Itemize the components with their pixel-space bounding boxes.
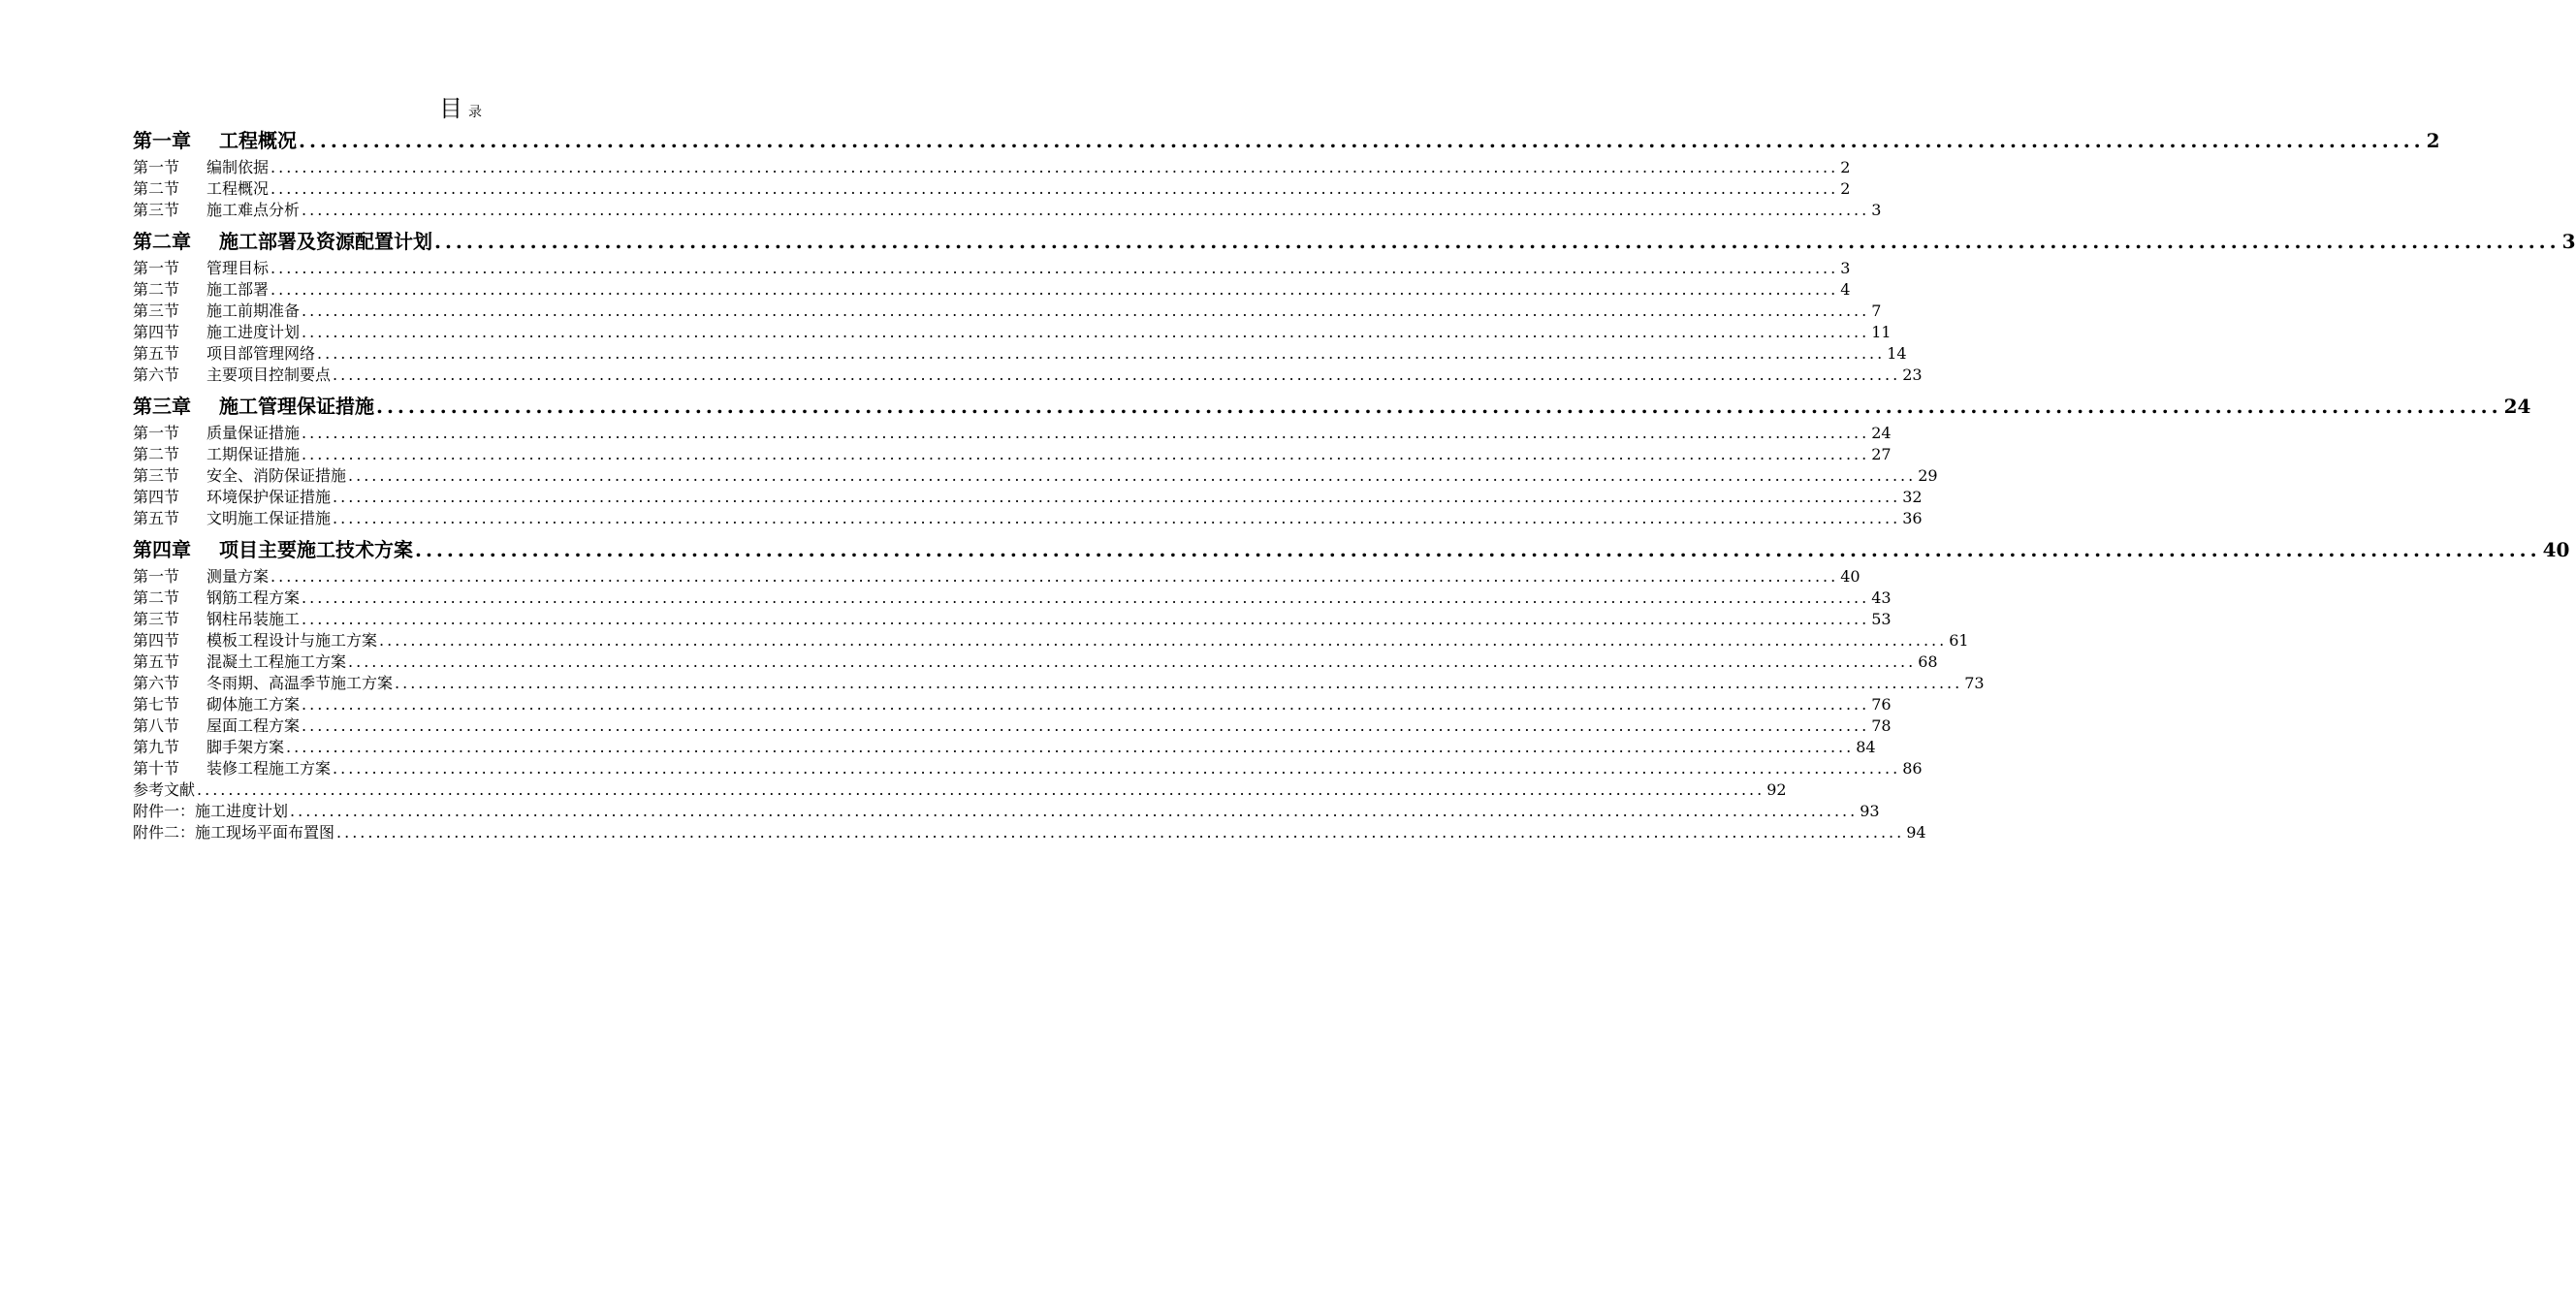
toc-section-row[interactable]	[133, 279, 1851, 301]
toc-entry-number: 第四章	[133, 538, 191, 561]
toc-dot-leader: ........................................................................................................................................................................................................	[302, 302, 1870, 320]
toc-entry-number: 第二节	[133, 588, 180, 607]
toc-section-row[interactable]	[133, 715, 1892, 737]
toc-entry-number: 第十节	[133, 759, 180, 778]
toc-page-number: 2	[2426, 129, 2440, 152]
toc-entry-title: 施工部署及资源配置计划	[219, 230, 432, 253]
toc-entry-number: 第五节	[133, 509, 180, 527]
toc-section-row[interactable]	[133, 588, 1892, 609]
toc-page-number: 73	[1964, 674, 1985, 692]
toc-entry-number: 第一节	[133, 567, 180, 586]
toc-entry-title: 施工部署	[207, 280, 270, 299]
toc-dot-leader: ........................................................................................................................................................................................................	[379, 631, 1948, 650]
toc-section-row[interactable]	[133, 508, 1923, 529]
toc-section-row[interactable]	[133, 566, 1860, 588]
toc-chapter-row[interactable]	[133, 124, 2440, 157]
toc-entry-number: 第一节	[133, 158, 180, 176]
toc-page-number: 78	[1871, 716, 1892, 735]
toc-page-number: 7	[1871, 302, 1882, 320]
table-of-contents	[133, 124, 2576, 843]
toc-entry-title: 施工进度计划	[207, 323, 301, 341]
toc-entry-title: 参考文献	[133, 780, 196, 799]
toc-section-row[interactable]	[133, 423, 1892, 444]
toc-entry-number: 第七节	[133, 695, 180, 714]
toc-dot-leader: ........................................................................................................................................................................................................	[302, 695, 1870, 714]
toc-entry-title: 项目主要施工技术方案	[219, 538, 413, 561]
toc-dot-leader: ........................................................................................................................................................................................................	[197, 780, 1765, 799]
toc-entry-number: 第二节	[133, 445, 180, 463]
toc-chapter-row[interactable]	[133, 533, 2570, 566]
toc-section-row[interactable]	[133, 365, 1923, 386]
toc-entry-number: 第一节	[133, 424, 180, 442]
toc-page-number: 24	[2503, 395, 2531, 418]
toc-section-row[interactable]	[133, 694, 1892, 715]
toc-page-number: 40	[1840, 567, 1860, 586]
toc-page-number: 92	[1766, 780, 1787, 799]
toc-page-number: 3	[1871, 201, 1882, 219]
toc-dot-leader: ........................................................................................................................................................................................................	[376, 395, 2502, 418]
toc-section-row[interactable]	[133, 258, 1851, 279]
toc-page-number: 14	[1887, 344, 1907, 363]
toc-section-row[interactable]	[133, 200, 1882, 221]
toc-section-row[interactable]	[133, 801, 1880, 822]
toc-page-number: 53	[1871, 610, 1892, 628]
toc-section-row[interactable]	[133, 758, 1923, 779]
toc-heading	[0, 89, 921, 123]
toc-page-number: 3	[2561, 230, 2576, 253]
toc-entry-title: 工程概况	[219, 129, 297, 152]
toc-heading-sub: 录	[468, 105, 482, 120]
toc-section-row[interactable]	[133, 465, 1938, 487]
toc-dot-leader: ........................................................................................................................................................................................................	[333, 365, 1901, 384]
toc-page-number: 94	[1906, 823, 1926, 842]
toc-entry-number: 第六节	[133, 365, 180, 384]
toc-entry-number: 第四节	[133, 488, 180, 506]
toc-entry-title: 测量方案	[207, 567, 270, 586]
toc-section-row[interactable]	[133, 822, 1926, 843]
toc-section-row[interactable]	[133, 322, 1892, 343]
toc-entry-title: 施工难点分析	[207, 201, 301, 219]
toc-dot-leader: ........................................................................................................................................................................................................	[302, 323, 1870, 341]
toc-entry-number: 第九节	[133, 738, 180, 756]
toc-entry-number: 第五节	[133, 652, 180, 671]
toc-entry-title: 环境保护保证措施	[207, 488, 332, 506]
toc-dot-leader: ........................................................................................................................................................................................................	[333, 509, 1901, 527]
toc-dot-leader: ........................................................................................................................................................................................................	[333, 488, 1901, 506]
toc-entry-number: 第三章	[133, 395, 191, 418]
toc-entry-title: 施工前期准备	[207, 302, 301, 320]
toc-page-number: 32	[1902, 488, 1923, 506]
toc-dot-leader: ........................................................................................................................................................................................................	[333, 759, 1901, 778]
toc-dot-leader: ........................................................................................................................................................................................................	[270, 567, 1839, 586]
toc-page-number: 61	[1949, 631, 1969, 650]
toc-section-row[interactable]	[133, 444, 1892, 465]
toc-page-number: 43	[1871, 588, 1892, 607]
toc-dot-leader: ........................................................................................................................................................................................................	[317, 344, 1886, 363]
toc-entry-number: 第二节	[133, 280, 180, 299]
toc-entry-number: 第三节	[133, 201, 180, 219]
toc-entry-title: 编制依据	[207, 158, 270, 176]
toc-entry-title: 附件一：施工进度计划	[133, 802, 289, 820]
toc-entry-title: 脚手架方案	[207, 738, 285, 756]
toc-entry-number: 第四节	[133, 323, 180, 341]
toc-dot-leader: ........................................................................................................................................................................................................	[270, 158, 1839, 176]
toc-page-number: 23	[1902, 365, 1923, 384]
toc-page-number: 68	[1918, 652, 1938, 671]
toc-section-row[interactable]	[133, 487, 1923, 508]
toc-dot-leader: ........................................................................................................................................................................................................	[302, 588, 1870, 607]
toc-section-row[interactable]	[133, 343, 1907, 365]
toc-entry-title: 装修工程施工方案	[207, 759, 332, 778]
toc-dot-leader: ........................................................................................................................................................................................................	[434, 230, 2560, 253]
toc-entry-number: 第三节	[133, 466, 180, 485]
toc-entry-title: 质量保证措施	[207, 424, 301, 442]
toc-dot-leader: ........................................................................................................................................................................................................	[302, 424, 1870, 442]
toc-entry-title: 钢筋工程方案	[207, 588, 301, 607]
toc-entry-number: 第二节	[133, 179, 180, 198]
toc-page-number: 3	[1840, 259, 1851, 277]
toc-dot-leader: ........................................................................................................................................................................................................	[286, 738, 1855, 756]
toc-dot-leader: ........................................................................................................................................................................................................	[395, 674, 1963, 692]
toc-entry-title: 文明施工保证措施	[207, 509, 332, 527]
toc-chapter-row[interactable]	[133, 225, 2576, 258]
toc-dot-leader: ........................................................................................................................................................................................................	[348, 466, 1917, 485]
toc-dot-leader: ........................................................................................................................................................................................................	[302, 610, 1870, 628]
toc-page-number: 27	[1871, 445, 1892, 463]
toc-section-row[interactable]	[133, 157, 1851, 178]
toc-dot-leader: ........................................................................................................................................................................................................	[270, 280, 1839, 299]
toc-dot-leader: ........................................................................................................................................................................................................	[302, 445, 1870, 463]
toc-dot-leader: ........................................................................................................................................................................................................	[290, 802, 1859, 820]
toc-page-number: 84	[1856, 738, 1876, 756]
toc-dot-leader: ........................................................................................................................................................................................................	[336, 823, 1905, 842]
toc-entry-number: 第四节	[133, 631, 180, 650]
toc-dot-leader: ........................................................................................................................................................................................................	[302, 716, 1870, 735]
toc-dot-leader: ........................................................................................................................................................................................................	[270, 179, 1839, 198]
toc-page-number: 76	[1871, 695, 1892, 714]
toc-entry-title: 安全、消防保证措施	[207, 466, 347, 485]
toc-entry-number: 第八节	[133, 716, 180, 735]
toc-section-row[interactable]	[133, 630, 1969, 652]
toc-chapter-row[interactable]	[133, 390, 2531, 423]
toc-entry-title: 主要项目控制要点	[207, 365, 332, 384]
toc-page-number: 2	[1840, 179, 1851, 198]
toc-section-row[interactable]	[133, 779, 1787, 801]
toc-entry-number: 第五节	[133, 344, 180, 363]
toc-entry-number: 第二章	[133, 230, 191, 253]
toc-entry-number: 第一节	[133, 259, 180, 277]
toc-entry-title: 附件二：施工现场平面布置图	[133, 823, 335, 842]
toc-entry-number: 第三节	[133, 610, 180, 628]
toc-entry-title: 钢柱吊装施工	[207, 610, 301, 628]
toc-page-number: 11	[1871, 323, 1892, 341]
toc-heading-main: 目	[439, 95, 462, 122]
toc-entry-title: 工程概况	[207, 179, 270, 198]
toc-entry-number: 第六节	[133, 674, 180, 692]
toc-section-row[interactable]	[133, 609, 1892, 630]
toc-dot-leader: ........................................................................................................................................................................................................	[348, 652, 1917, 671]
toc-entry-title: 混凝土工程施工方案	[207, 652, 347, 671]
toc-dot-leader: ........................................................................................................................................................................................................	[415, 538, 2541, 561]
toc-entry-title: 项目部管理网络	[207, 344, 316, 363]
toc-page-number: 36	[1902, 509, 1923, 527]
toc-dot-leader: ........................................................................................................................................................................................................	[299, 129, 2425, 152]
toc-entry-number: 第三节	[133, 302, 180, 320]
toc-dot-leader: ........................................................................................................................................................................................................	[270, 259, 1839, 277]
toc-section-row[interactable]	[133, 301, 1882, 322]
toc-section-row[interactable]	[133, 673, 1985, 694]
toc-page-number: 24	[1871, 424, 1892, 442]
toc-section-row[interactable]	[133, 652, 1938, 673]
toc-section-row[interactable]	[133, 178, 1851, 200]
toc-section-row[interactable]	[133, 737, 1876, 758]
toc-page-number: 93	[1860, 802, 1880, 820]
toc-entry-title: 施工管理保证措施	[219, 395, 374, 418]
toc-dot-leader: ........................................................................................................................................................................................................	[302, 201, 1870, 219]
toc-page-number: 40	[2542, 538, 2570, 561]
toc-entry-title: 砌体施工方案	[207, 695, 301, 714]
toc-page-number: 86	[1902, 759, 1923, 778]
toc-entry-title: 屋面工程方案	[207, 716, 301, 735]
toc-page-number: 2	[1840, 158, 1851, 176]
toc-entry-number: 第一章	[133, 129, 191, 152]
toc-entry-title: 冬雨期、高温季节施工方案	[207, 674, 394, 692]
toc-page-number: 29	[1918, 466, 1938, 485]
toc-entry-title: 管理目标	[207, 259, 270, 277]
toc-entry-title: 工期保证措施	[207, 445, 301, 463]
toc-page-number: 4	[1840, 280, 1851, 299]
toc-entry-title: 模板工程设计与施工方案	[207, 631, 378, 650]
